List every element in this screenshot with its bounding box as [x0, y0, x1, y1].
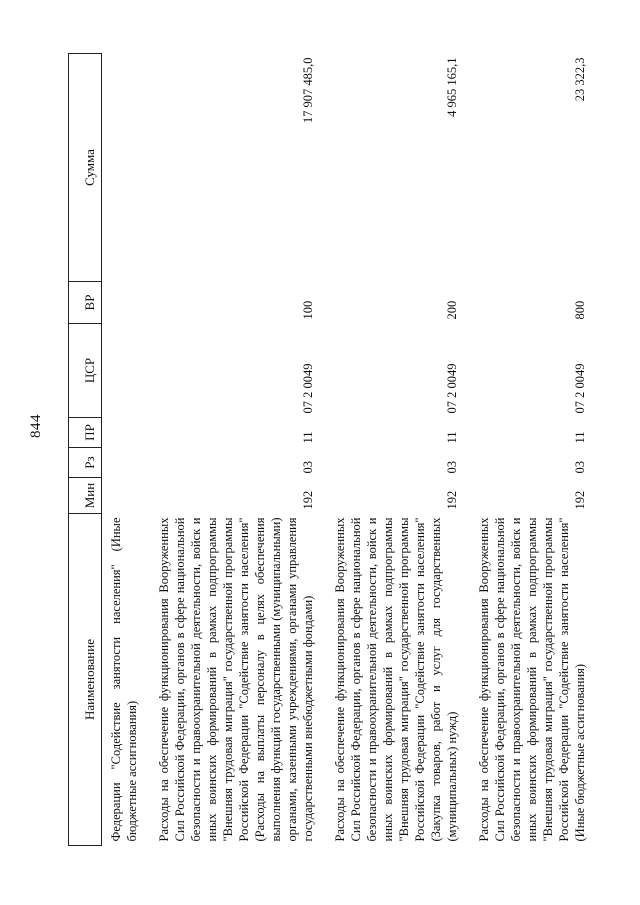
row-spacer: [462, 54, 474, 846]
table-row: [474, 54, 590, 846]
header-sum: Сумма: [69, 54, 102, 282]
row-rz: 03: [301, 461, 315, 474]
row-vr: 800: [573, 300, 587, 320]
row-rz: 03: [573, 461, 587, 474]
row-name: Расходы на обеспечение функционирования Вооруженных Сил Российской Федерации, органов в сфере национальной безопасности и правоохранительной деятельности, войск и иных воинских формирований в рамках подпрограммы "Внешняя трудовая миграция" государственной программы Российской Федерации "Содействие занятости населения" (Закупка товаров, работ и услуг для государственных (муниципальных) нужд): [333, 517, 459, 842]
row-pr: [102, 418, 143, 448]
row-csr: 07 2 0049: [301, 363, 315, 414]
row-pr: 11: [573, 431, 587, 444]
row-name: Расходы на обеспечение функционирования Вооруженных Сил Российской Федерации, органов в сфере национальной безопасности и правоохранительной деятельности, войск и иных воинских формирований в рамках подпрограммы "Внешняя трудовая миграция" государственной программы Российской Федерации "Содействие занятости населения" (Иные бюджетные ассигнования): [477, 517, 587, 842]
row-sum: 23 322,3: [573, 57, 587, 102]
row-name: Федерации "Содействие занятости населения" (Иные бюджетные ассигнования): [109, 517, 139, 842]
row-rz: 03: [445, 461, 459, 474]
header-name: Наименование: [69, 514, 102, 846]
header-rz: Рз: [69, 448, 102, 478]
rotated-page: [68, 54, 587, 846]
row-vr: [102, 282, 143, 324]
row-pr: 11: [445, 431, 459, 444]
row-spacer: [318, 54, 330, 846]
row-name: Расходы на обеспечение функционирования Вооруженных Сил Российской Федерации, органов в сфере национальной безопасности и правоохранительной деятельности, войск и иных воинских формирований в рамках подпрограммы "Внешняя трудовая миграция" государственной программы Российской Федерации "Содействие занятости населения" (Расходы на выплаты персоналу в целях обеспечения выполнения функций государственными (муниципальными) органами, казенными учреждениями, органами управления государственными внебюджетными фондами): [157, 517, 315, 842]
row-sum: 17 907 485,0: [301, 57, 315, 124]
row-min: 192: [445, 490, 459, 510]
header-csr: ЦСР: [69, 324, 102, 418]
header-row: [69, 54, 102, 846]
row-vr: 100: [301, 300, 315, 320]
header-vr: ВР: [69, 282, 102, 324]
row-csr: 07 2 0049: [445, 363, 459, 414]
table-row: [102, 54, 143, 846]
row-sum: [102, 54, 143, 282]
row-csr: 07 2 0049: [573, 363, 587, 414]
row-csr: [102, 324, 143, 418]
table-row: [330, 54, 462, 846]
row-sum: 4 965 165,1: [445, 57, 459, 117]
table-row: [154, 54, 318, 846]
header-pr: ПР: [69, 418, 102, 448]
row-min: 192: [573, 490, 587, 510]
row-rz: [102, 448, 143, 478]
row-spacer: [142, 54, 154, 846]
row-min: [102, 478, 143, 514]
row-vr: 200: [445, 300, 459, 320]
page-number: 844: [28, 414, 44, 438]
budget-table: [68, 53, 590, 846]
row-min: 192: [301, 490, 315, 510]
row-pr: 11: [301, 431, 315, 444]
header-min: Мин: [69, 478, 102, 514]
